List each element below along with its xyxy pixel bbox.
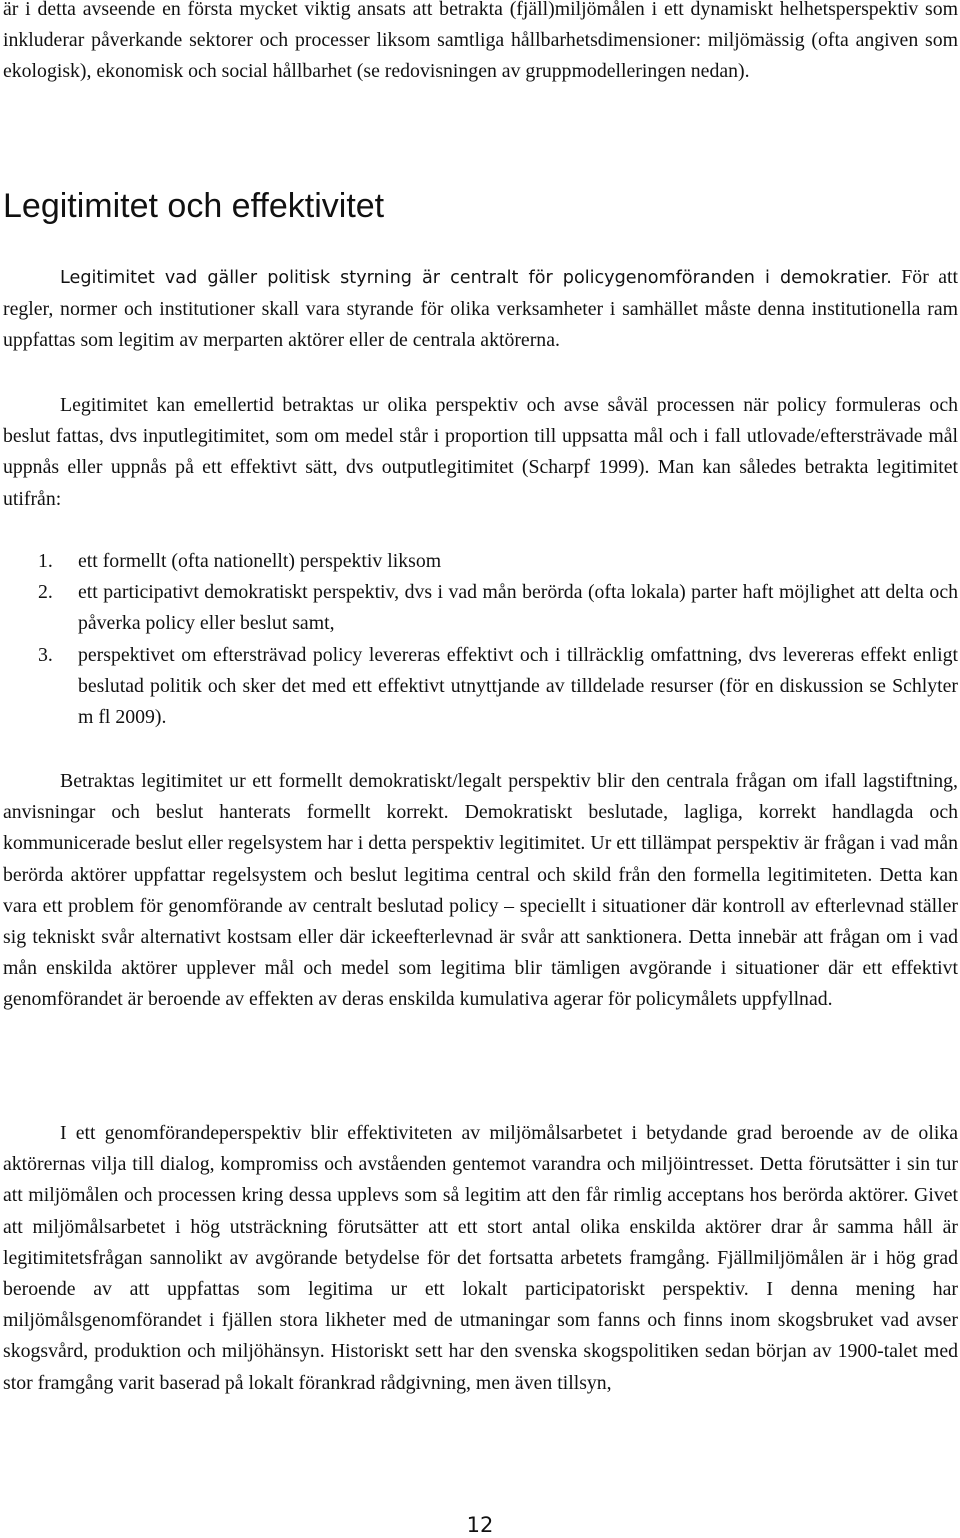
legitimacy-lead-sentence: Legitimitet vad gäller politisk styrning är centralt för policygenomföranden i demokratier. bbox=[60, 268, 892, 288]
list-item-text: ett participativt demokratiskt perspektiv, dvs i vad mån berörda (ofta lokala) parter haft möjlighet att delta och påverka policy eller beslut samt, bbox=[78, 581, 958, 635]
page-number: 12 bbox=[466, 1513, 494, 1537]
list-item bbox=[3, 640, 958, 734]
list-item-text: perspektivet om eftersträvad policy levereras effektivt och i tillräcklig omfattning, dvs levereras effekt enligt beslutad politik och sker det med ett effektivt utnyttjande av tilldelade resurser (för en diskussion se Schlyter m fl 2009). bbox=[78, 643, 958, 729]
list-item-number: 3. bbox=[38, 643, 53, 666]
implementation-paragraph: I ett genomförandeperspektiv blir effektiviteten av miljömålsarbetet i betydande grad beroende av de olika aktörernas vilja till dialog, kompromiss och avståenden gentemot varandra och miljöintresset. Detta förutsätter i sin tur att miljömålen och processen kring dessa upplevs som så legitim att den får rimlig acceptans hos berörda aktörer. Givet att miljömålsarbetet i hög utsträckning förutsätter att ett stort antal olika enskilda aktörer drar år samma håll är legitimitetsfrågan sannolikt av avgörande betydelse för det fortsatta arbetets framgång. Fjällmiljömålen är i hög grad beroende av att uppfattas som legitima ur ett lokalt participatoriskt perspektiv. I denna mening har miljömålsgenomförandet i fjällen stora likheter med de utmaningar som fanns och finns inom skogsbruket vad avser skogsvård, produktion och miljöhänsyn. Historiskt sett har den svenska skogspolitiken sedan början av 1900-talet med stor framgång varit baserad på lokalt förankrad rådgivning, men även tillsyn, bbox=[3, 1122, 958, 1394]
legitimacy-paragraph-2: Legitimitet kan emellertid betraktas ur olika perspektiv och avse såväl processen när policy formuleras och beslut fattas, dvs inputlegitimitet, som om medel står i proportion till uppsatta mål och i fall utlovade/eftersträvade mål uppnås eller uppnås på ett effektivt sätt, dvs outputlegitimitet (Scharpf 1999). Man kan således betrakta legitimitet utifrån: bbox=[3, 394, 958, 510]
list-item bbox=[3, 577, 958, 639]
legitimacy-rest: För att regler, normer och institutioner skall vara styrande för olika verksamheter i samhället måste denna institutionella ram uppfattas som legitim av merparten aktörer eller de centrala aktörerna. bbox=[3, 266, 958, 352]
formal-legitimacy-paragraph: Betraktas legitimitet ur ett formellt demokratiskt/legalt perspektiv blir den centrala frågan om ifall lagstiftning, anvisningar och beslut hanterats formellt korrekt. Demokratiskt beslutade, lagliga, korrekt handlagda och kommunicerade beslut eller regelsystem har i detta perspektiv legitimitet. Ur ett tillämpat perspektiv är frågan i vad mån berörda aktörer uppfattar regelsystem och beslut legitima central och skild från den formella legitimiteten. Detta kan vara ett problem för genomförande av centralt beslutad policy – speciellt i situationer där kontroll av efterlevnad ställer sig tekniskt svår alternativt kostsam eller där ickeefterlevnad är svår att sanktionera. Detta innebär att frågan om i vad mån enskilda aktörer upplever mål och medel som legitima blir tämligen avgörande i situationer där ett effektivt genomförandet är beroende av effekten av deras enskilda kumulativa agerar för policymålets uppfyllnad. bbox=[3, 770, 958, 1011]
list-item-number: 1. bbox=[38, 550, 53, 572]
perspective-list bbox=[3, 546, 958, 733]
list-item-number: 2. bbox=[38, 581, 53, 604]
list-item-text: ett formellt (ofta nationellt) perspektiv liksom bbox=[78, 550, 442, 572]
list-item bbox=[3, 546, 958, 577]
legitimacy-paragraph-1 bbox=[3, 262, 958, 357]
intro-paragraph: är i detta avseende en första mycket viktig ansats att betrakta (fjäll)miljömålen i ett dynamiskt helhetsperspektiv som inkluderar påverkande sektorer och processer liksom samtliga hållbarhetsdimensioner: miljömässig (ofta angiven som ekologisk), ekonomisk och social hållbarhet (se redovisningen av gruppmodelleringen nedan). bbox=[3, 0, 958, 83]
section-heading: Legitimitet och effektivitet bbox=[3, 187, 385, 225]
